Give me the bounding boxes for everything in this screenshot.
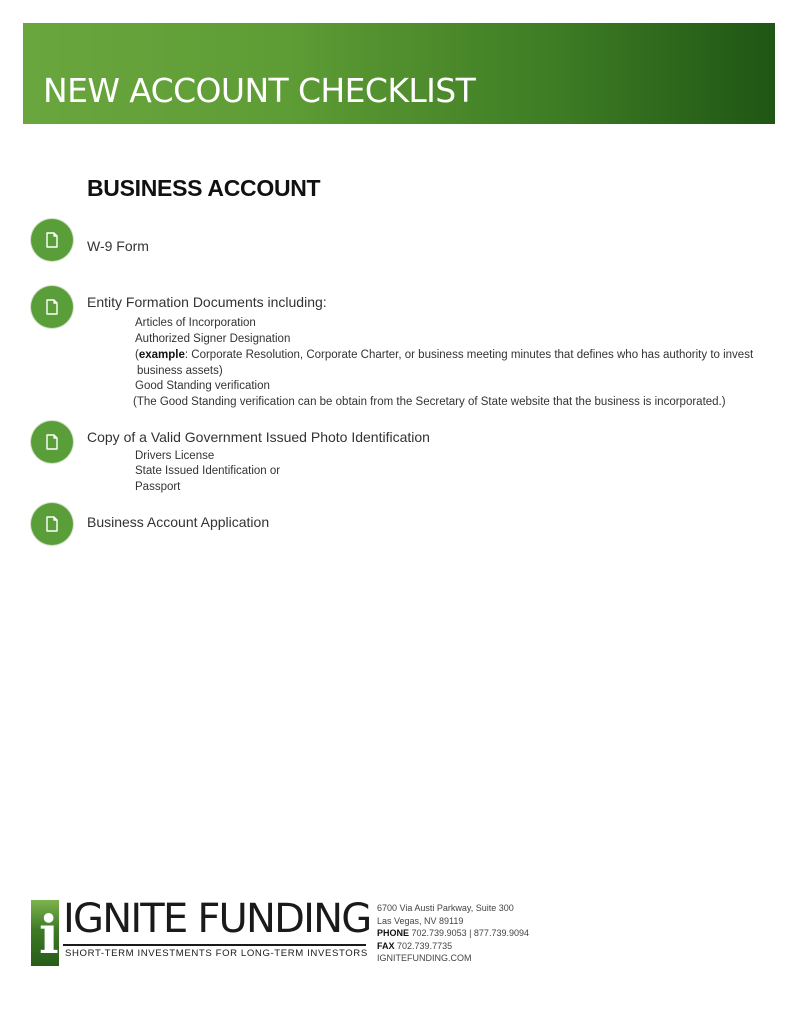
item-title-entity-docs: Entity Formation Documents including: — [87, 294, 327, 310]
address-line-2: Las Vegas, NV 89119 — [377, 915, 464, 926]
company-logo — [31, 896, 371, 968]
item-title-photo-id: Copy of a Valid Government Issued Photo Identification — [87, 429, 430, 445]
logo-tagline: SHORT-TERM INVESTMENTS FOR LONG-TERM INVESTORS — [65, 948, 368, 959]
fax-line: FAX 702.739.7735 — [377, 940, 453, 951]
detail-drivers-license: Drivers License — [135, 450, 215, 462]
document-icon — [31, 421, 73, 463]
website-link[interactable]: IGNITEFUNDING.COM — [377, 953, 472, 963]
phone-line: PHONE 702.739.9053 | 877.739.9094 — [377, 928, 529, 938]
detail-passport: Passport — [135, 481, 181, 493]
example-label: example — [138, 349, 185, 361]
detail-articles: Articles of Incorporation — [135, 317, 256, 329]
detail-state-id: State Issued Identification or — [135, 465, 281, 477]
detail-good-standing: Good Standing verification — [135, 380, 270, 392]
document-icon — [31, 219, 73, 261]
logo-mark: i — [31, 900, 59, 966]
logo-rule — [63, 944, 366, 946]
contact-info — [377, 902, 529, 965]
page-title: NEW ACCOUNT CHECKLIST — [43, 71, 476, 110]
logo-name: IGNITE FUNDING — [63, 896, 371, 942]
detail-example-cont: business assets) — [137, 365, 223, 377]
header-banner — [23, 23, 775, 124]
section-title: BUSINESS ACCOUNT — [87, 175, 321, 201]
detail-signer-designation: Authorized Signer Designation — [135, 333, 291, 345]
detail-example: (example: Corporate Resolution, Corporate Charter, or business meeting minutes that defines who has authority to invest — [135, 349, 754, 361]
detail-good-standing-note: (The Good Standing verification can be obtain from the Secretary of State website that the business is incorporated.) — [133, 396, 726, 408]
document-icon — [31, 286, 73, 328]
document-icon — [31, 503, 73, 545]
address-line-1: 6700 Via Austi Parkway, Suite 300 — [377, 903, 514, 913]
item-title-application: Business Account Application — [87, 514, 270, 530]
item-title-w9: W-9 Form — [87, 238, 149, 254]
